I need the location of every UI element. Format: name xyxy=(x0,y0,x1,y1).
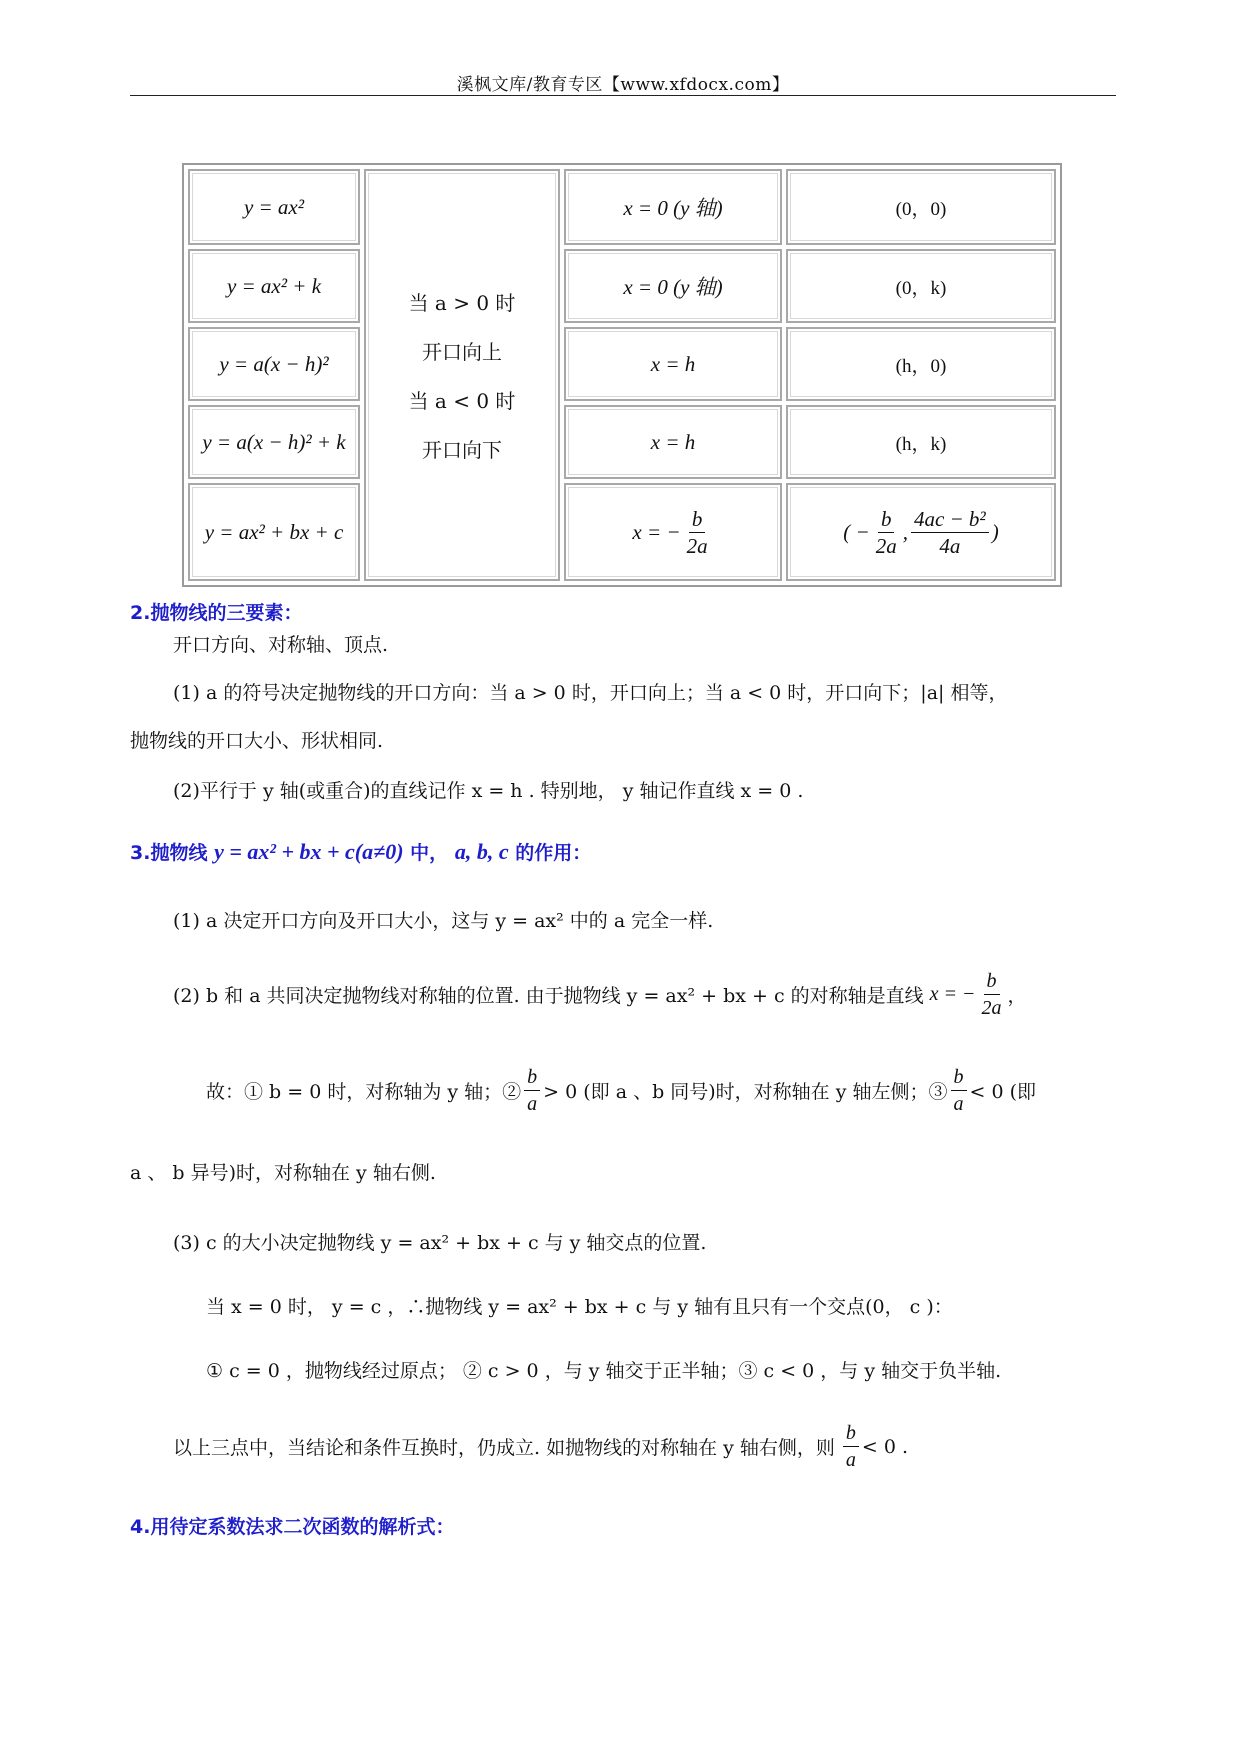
section-3-p1: (1) a 决定开口方向及开口大小，这与 y = ax² 中的 a 完全一样. xyxy=(173,910,714,932)
section-3-p6: 当 x = 0 时， y = c ，∴抛物线 y = ax² + bx + c 与 y 轴有且只有一个交点(0， c )： xyxy=(206,1296,953,1318)
condition-a-negative: 当 a < 0 时 xyxy=(408,389,516,413)
vertex-cell: ( − $\frac{b}{2a}$ , $\frac{\text{4ac − b²}}{4a}$ ) xyxy=(786,483,1056,581)
vertex-y-fraction xyxy=(911,506,989,559)
ratio-fraction xyxy=(524,1064,540,1117)
condition-a-positive: 当 a > 0 时 xyxy=(408,291,516,315)
paragraph-text: < 0 (即 xyxy=(969,1081,1037,1103)
ratio-fraction xyxy=(951,1064,967,1117)
section-3-heading xyxy=(130,838,591,865)
formula-cell: y = ax² + bx + c xyxy=(204,519,344,544)
axis-value: x = 0 (y 轴) xyxy=(623,196,723,220)
axis-prefix: x = − xyxy=(929,983,976,1005)
fraction-denominator: 2a xyxy=(981,997,1002,1019)
section-3-p7: ① c = 0 ，抛物线经过原点； ② c > 0 ，与 y 轴交于正半轴；③ c < 0 ，与 y 轴交于负半轴. xyxy=(206,1360,1002,1382)
section-2-p2b: 抛物线的开口大小、形状相同. xyxy=(130,730,384,752)
vertex-value: (0，k) xyxy=(895,277,947,299)
section-3-p4: a 、 b 异号)时，对称轴在 y 轴右侧. xyxy=(130,1162,436,1184)
fraction-denominator: 4a xyxy=(939,533,961,558)
axis-prefix: x = − xyxy=(632,519,681,544)
vertex-value: (h，0) xyxy=(895,355,947,377)
formula-cell: y = ax² + k xyxy=(226,273,322,298)
heading-coefficients: a, b, c xyxy=(454,839,509,864)
fraction-denominator: 2a xyxy=(686,533,708,558)
axis-cell xyxy=(564,483,782,581)
vertex-value: (0，0) xyxy=(895,198,947,220)
vertex-cell xyxy=(786,169,1056,245)
section-4-heading: 4.用待定系数法求二次函数的解析式： xyxy=(130,1516,455,1538)
vertex-cell xyxy=(786,327,1056,401)
section-2-p1: 开口方向、对称轴、顶点. xyxy=(173,634,389,656)
paragraph-text: > 0 (即 a 、b 同号)时，对称轴在 y 轴左侧；③ xyxy=(543,1081,948,1103)
vertex-x-fraction xyxy=(873,506,900,559)
opens-up-label: 开口向上 xyxy=(422,340,502,364)
fraction-numerator: b xyxy=(843,1420,859,1447)
fraction-numerator: b xyxy=(984,968,1000,995)
formula-cell: y = ax² xyxy=(243,194,305,219)
axis-cell xyxy=(564,249,782,323)
heading-text: 中， xyxy=(410,842,449,864)
section-2-heading: 2.抛物线的三要素： xyxy=(130,602,303,624)
heading-formula: y = ax² + bx + c(a≠0) xyxy=(214,839,404,864)
section-2-p3: (2)平行于 y 轴(或重合)的直线记作 x = h . 特别地， y 轴记作直线 x = 0 . xyxy=(173,780,804,802)
paragraph-text: (2) b 和 a 共同决定抛物线对称轴的位置. 由于抛物线 y = ax² + bx + c 的对称轴是直线 xyxy=(173,985,924,1007)
fraction-numerator: b xyxy=(524,1064,540,1091)
opening-direction-cell xyxy=(364,169,560,581)
section-3-p8 xyxy=(173,1420,908,1473)
header-rule xyxy=(130,95,1116,96)
vertex-close: ) xyxy=(991,519,999,544)
fraction-denominator: a xyxy=(527,1093,538,1115)
vertex-cell xyxy=(786,249,1056,323)
paragraph-text: 以上三点中，当结论和条件互换时，仍成立. 如抛物线的对称轴在 y 轴右侧，则 xyxy=(173,1437,835,1459)
axis-cell xyxy=(564,169,782,245)
axis-fraction xyxy=(684,506,711,559)
axis-fraction xyxy=(979,968,1005,1021)
fraction-numerator: b xyxy=(951,1064,967,1091)
fraction-denominator: a xyxy=(845,1449,856,1471)
fraction-numerator: b xyxy=(878,506,895,533)
parabola-table xyxy=(182,163,1062,587)
fraction-denominator: a xyxy=(953,1093,964,1115)
fraction-denominator: 2a xyxy=(875,533,897,558)
table-row xyxy=(188,405,360,479)
vertex-cell xyxy=(786,405,1056,479)
axis-value: x = h xyxy=(650,351,696,376)
table-row xyxy=(188,483,360,581)
table-row xyxy=(188,327,360,401)
axis-value: x = h xyxy=(650,429,696,454)
paragraph-text: ， xyxy=(1007,985,1027,1007)
axis-cell xyxy=(564,405,782,479)
fraction-numerator: b xyxy=(689,506,706,533)
paragraph-text: 故：① b = 0 时，对称轴为 y 轴；② xyxy=(206,1081,522,1103)
vertex-value: (h，k) xyxy=(895,433,947,455)
ratio-fraction xyxy=(843,1420,859,1473)
paragraph-text: < 0 . xyxy=(861,1435,909,1458)
heading-text: 3.抛物线 xyxy=(130,842,208,864)
section-3-p2 xyxy=(173,968,1027,1021)
page-header: 溪枫文库/教育专区【www.xfdocx.com】 xyxy=(456,75,790,95)
axis-value: x = 0 (y 轴) xyxy=(623,275,723,299)
section-3-p5: (3) c 的大小决定抛物线 y = ax² + bx + c 与 y 轴交点的位置. xyxy=(173,1232,707,1254)
table-row xyxy=(188,249,360,323)
formula-cell: y = a(x − h)² + k xyxy=(202,429,346,454)
fraction-numerator: 4ac − b² xyxy=(911,506,989,533)
vertex-open: ( − xyxy=(843,519,870,544)
opens-down-label: 开口向下 xyxy=(422,438,502,462)
axis-cell xyxy=(564,327,782,401)
formula-cell: y = a(x − h)² xyxy=(219,351,329,376)
heading-text: 的作用： xyxy=(515,842,592,864)
table-row xyxy=(188,169,360,245)
section-3-p3 xyxy=(206,1064,1036,1117)
section-2-p2a: (1) a 的符号决定抛物线的开口方向：当 a > 0 时，开口向上；当 a < 0 时，开口向下；|a| 相等， xyxy=(173,682,1008,704)
